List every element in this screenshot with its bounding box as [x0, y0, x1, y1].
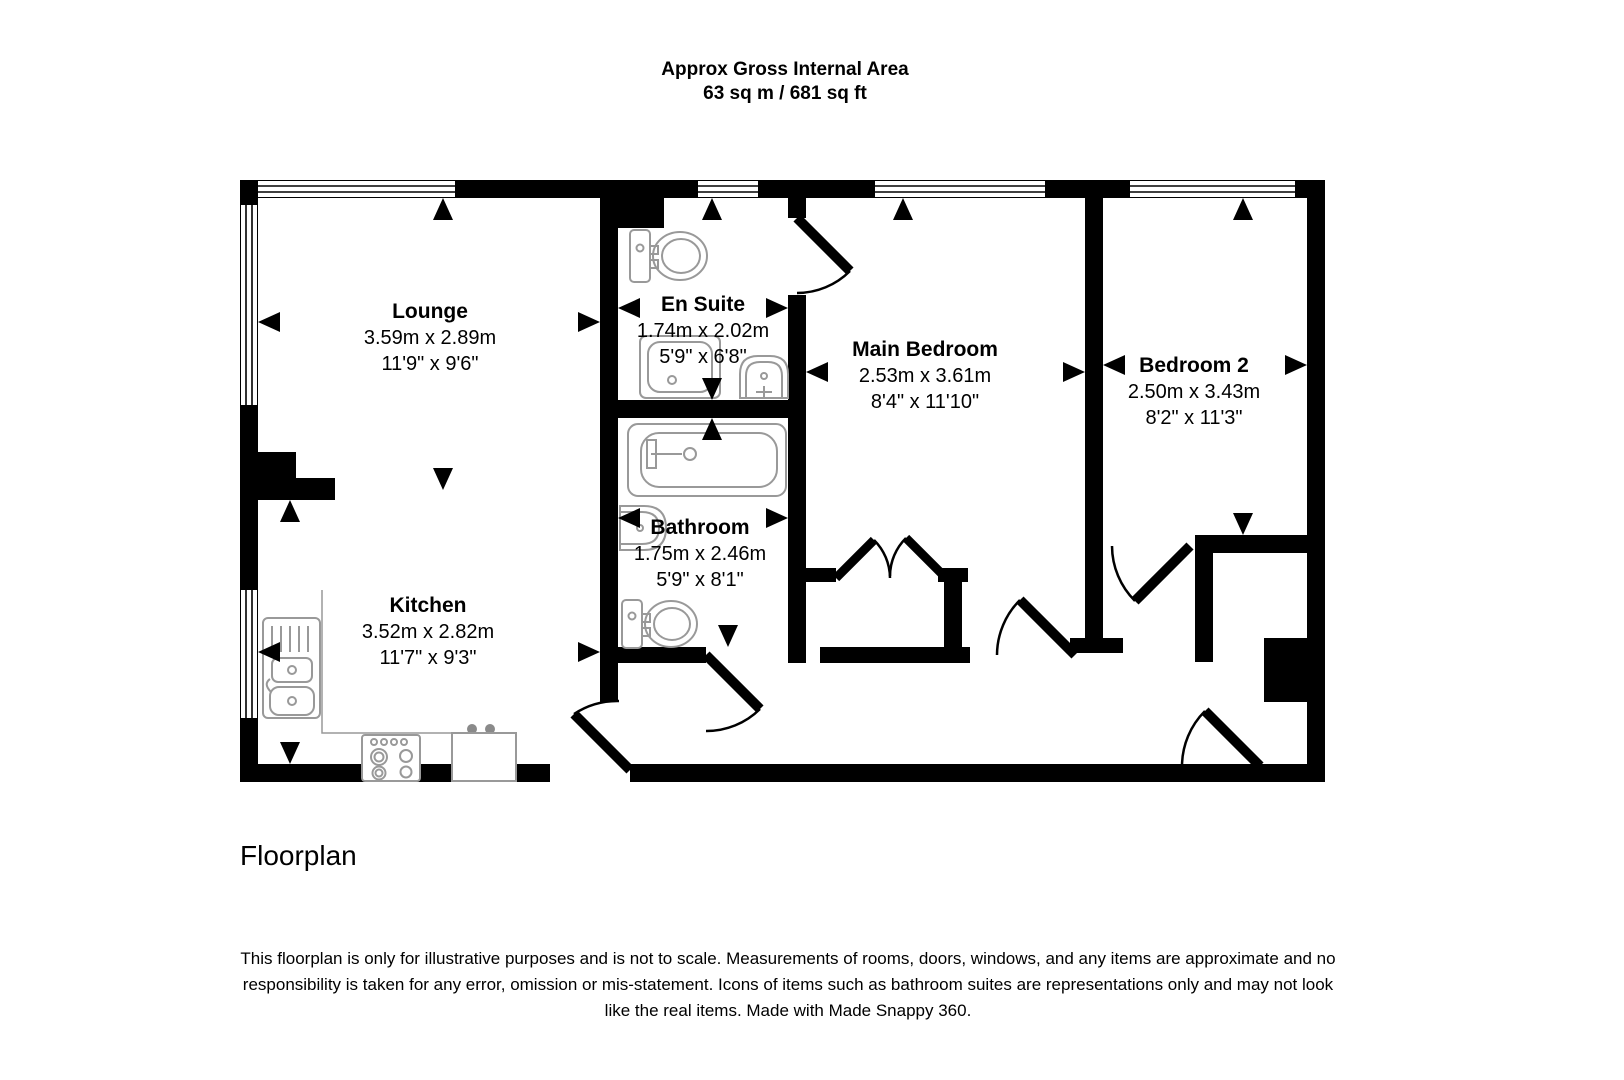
- kitchen-sink-icon: [263, 618, 320, 718]
- wall-mainbed-left: [788, 295, 806, 663]
- arrow-bedroom2-right: [1285, 355, 1307, 375]
- window-bedroom-2: [1130, 181, 1295, 197]
- wall-right: [1307, 180, 1325, 782]
- arrow-ensuite-top: [702, 198, 722, 220]
- arrow-kitchen-left: [258, 642, 280, 662]
- door-wardrobe-left: [836, 540, 890, 578]
- door-bathroom: [706, 655, 760, 731]
- arrow-lounge-right: [578, 312, 600, 332]
- room-imperial: 5'9" x 6'8": [659, 346, 747, 368]
- door-ensuite: [797, 218, 850, 293]
- arrow-lounge-bottom: [433, 468, 453, 490]
- room-label-kitchen: [362, 593, 494, 671]
- room-label-main-bedroom: [852, 337, 998, 415]
- window-ensuite: [698, 181, 758, 197]
- arrow-lounge-left: [258, 312, 280, 332]
- room-metric: 3.59m x 2.89m: [363, 327, 497, 349]
- room-metric: 1.74m x 2.02m: [636, 320, 770, 342]
- arrow-bathroom-top: [702, 418, 722, 440]
- wall-wardrobe-post: [944, 582, 962, 663]
- arrow-mainbed-right: [1063, 362, 1085, 382]
- door-closet: [1182, 711, 1260, 766]
- room-name: Main Bedroom: [852, 338, 998, 361]
- arrow-kitchen-bottom: [280, 742, 300, 764]
- window-lounge-top: [258, 181, 455, 197]
- wall-column: [600, 198, 618, 702]
- room-name: En Suite: [660, 293, 746, 316]
- room-label-bathroom: [634, 515, 766, 593]
- arrow-bathroom-right: [766, 508, 788, 528]
- room-name: Kitchen: [389, 594, 467, 617]
- wall-ensuite-corner: [600, 198, 664, 228]
- room-metric: 3.52m x 2.82m: [361, 621, 495, 643]
- door-main-bedroom: [997, 600, 1075, 655]
- arrow-bedroom2-left: [1103, 355, 1125, 375]
- room-label-en-suite: [637, 292, 769, 370]
- wall-bedrooms-divider-foot: [1070, 638, 1123, 653]
- wall-closet-top: [1195, 535, 1307, 553]
- room-metric: 2.50m x 3.43m: [1127, 381, 1261, 403]
- door-wardrobe-right: [890, 538, 944, 576]
- plan-title-line2: 63 sq m / 681 sq ft: [703, 83, 867, 104]
- room-imperial: 5'9" x 8'1": [656, 569, 744, 591]
- door-bedroom-2: [1112, 546, 1190, 601]
- wall-bottom-right: [630, 764, 1325, 782]
- room-metric: 2.53m x 3.61m: [858, 365, 992, 387]
- wall-chimney-step: [258, 452, 335, 500]
- wall-closet-left: [1195, 553, 1213, 662]
- room-label-bedroom-2: [1128, 353, 1260, 431]
- room-imperial: 8'2" x 11'3": [1145, 407, 1243, 429]
- arrow-ensuite-right: [766, 298, 788, 318]
- toilet-icon: [630, 230, 707, 282]
- room-imperial: 8'4" x 11'10": [870, 391, 980, 413]
- walls: [240, 180, 1325, 782]
- wall-bedrooms-divider: [1085, 198, 1103, 638]
- appliance-icon: [452, 724, 516, 781]
- room-name: Bathroom: [650, 516, 750, 539]
- door-front: [574, 701, 630, 770]
- disclaimer-text: This floorplan is only for illustrative purposes and is not to scale. Measurements of rooms, doors, windows, and any items are approximate and no responsibility is taken for any error, omission or mis-statement. Icons of items such as bathroom suites are representations only and may not look like the real items. Made with Made Snappy 360.: [240, 949, 1336, 1020]
- arrow-bedroom2-top: [1233, 198, 1253, 220]
- hob-icon: [362, 735, 420, 781]
- room-name: Lounge: [392, 300, 468, 323]
- arrow-mainbed-top: [893, 198, 913, 220]
- room-imperial: 11'7" x 9'3": [379, 647, 477, 669]
- wall-mainbed-left-stub: [788, 198, 806, 218]
- room-metric: 1.75m x 2.46m: [633, 543, 767, 565]
- bathroom-toilet-icon: [622, 600, 697, 648]
- arrow-bathroom-bottom: [718, 625, 738, 647]
- arrow-bedroom2-bottom: [1233, 513, 1253, 535]
- wall-wardrobe-stub-left: [806, 568, 836, 582]
- plan-title-line1: Approx Gross Internal Area: [661, 59, 909, 80]
- window-kitchen-left: [241, 590, 257, 718]
- measure-arrows: [258, 198, 1307, 764]
- arrow-mainbed-left: [806, 362, 828, 382]
- wall-ensuite-bathroom: [618, 400, 788, 418]
- room-imperial: 11'9" x 9'6": [381, 353, 479, 375]
- arrow-lounge-top: [433, 198, 453, 220]
- arrow-kitchen-right: [578, 642, 600, 662]
- window-lounge-left: [241, 205, 257, 405]
- storage-block: [1264, 638, 1307, 702]
- plan-title: [661, 58, 908, 106]
- arrow-kitchen-top: [280, 500, 300, 522]
- window-main-bedroom: [875, 181, 1045, 197]
- room-label-lounge: [364, 299, 496, 377]
- page-title: Floorplan: [240, 840, 357, 871]
- room-name: Bedroom 2: [1139, 354, 1249, 377]
- wall-bathroom-bottom: [618, 647, 706, 663]
